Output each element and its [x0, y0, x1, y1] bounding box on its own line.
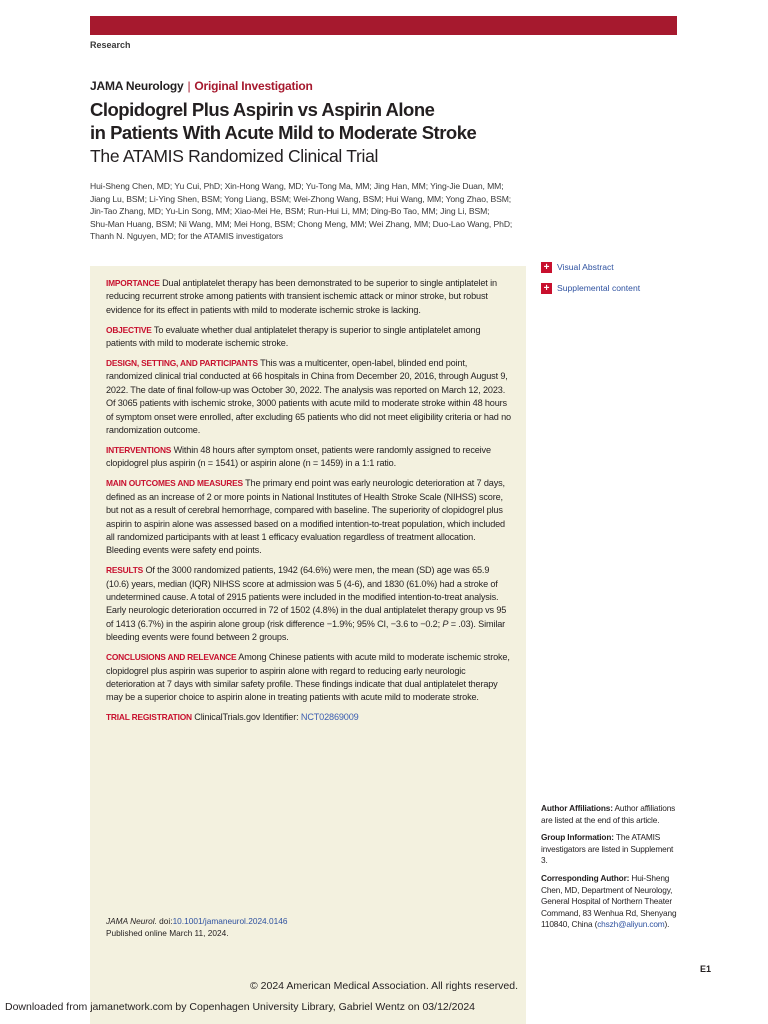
abstract-heading: TRIAL REGISTRATION: [106, 712, 192, 723]
abstract-heading: CONCLUSIONS AND RELEVANCE: [106, 652, 237, 663]
abstract-text: The primary end point was early neurologic deterioration at 7 days, defined as an increase of 2 or more points in National Institutes of Health Stroke Scale (NIHSS) score, but not as a result of cerebral hemorrhage, compared with baseline. The superiority of clopidogrel plus aspirin to aspirin alone was assessed based on a modified intention-to-treat population, which included all randomized participants with at least 1 efficacy evaluation regardless of treatment allocation. Bleeding events were safety end points.: [106, 478, 505, 556]
abstract-heading: INTERVENTIONS: [106, 444, 172, 455]
group-information: [541, 832, 681, 867]
abstract-importance: [106, 277, 512, 317]
abstract-design: [106, 357, 512, 437]
author-line: Thanh N. Nguyen, MD; for the ATAMIS investigators: [90, 231, 283, 242]
abstract-heading: MAIN OUTCOMES AND MEASURES: [106, 478, 243, 489]
info-text: Hui-Sheng Chen, MD, Department of Neurology, General Hospital of Northern Theater Command, 83 Wenhua Rd, Shenyang 110840, China (: [541, 872, 677, 930]
copyright-notice: © 2024 American Medical Association. All rights reserved.: [250, 980, 519, 992]
abstract-results: [106, 564, 512, 644]
journal-separator: |: [187, 79, 191, 93]
abstract-content: [106, 277, 512, 731]
sidebar-info: [541, 803, 681, 937]
title-line-2: in Patients With Acute Mild to Moderate Stroke: [90, 122, 477, 143]
visual-abstract-link[interactable]: [541, 260, 691, 273]
abstract-text: = .03). Similar bleeding events were found between 2 groups.: [106, 618, 506, 643]
abstract-outcomes: [106, 477, 512, 557]
doi-prefix: doi:: [156, 916, 173, 926]
article-type: Original Investigation: [194, 79, 313, 93]
author-line: Jiang Lu, BSM; Li-Ying Shen, BSM; Yong Liang, BSM; Wei-Zhong Wang, BSM; Hui Wang, MM; Yong Zhao, BSM;: [90, 193, 512, 204]
article-title: [90, 98, 530, 144]
journal-name: JAMA Neurology: [90, 79, 184, 93]
author-affiliations: [541, 803, 681, 826]
link-label: Supplemental content: [557, 282, 641, 293]
author-line: Shu-Man Huang, BSM; Ni Wang, MM; Mei Hong, BSM; Chong Meng, MM; Wei Zhang, MM; Duo-Lao Wang, PhD;: [90, 218, 513, 229]
download-note: Downloaded from jamanetwork.com by Copenhagen University Library, Gabriel Wentz on 03/12/2024: [5, 1001, 476, 1013]
author-list: [90, 180, 520, 243]
email-link[interactable]: chszh@aliyun.com: [597, 919, 665, 930]
title-line-1: Clopidogrel Plus Aspirin vs Aspirin Alone: [90, 99, 435, 120]
article-subtitle: The ATAMIS Randomized Clinical Trial: [90, 146, 379, 166]
abstract-text: Within 48 hours after symptom onset, patients were randomly assigned to receive clopidogrel plus aspirin (n = 1541) or aspirin alone (n = 1459) in a 1:1 ratio.: [106, 444, 491, 469]
info-text: ).: [664, 919, 670, 930]
author-line: Jin-Tao Zhang, MD; Yu-Lin Song, MM; Xiao-Mei He, BSM; Run-Hui Li, MM; Ding-Bo Tao, MM; Jing Li, BSM;: [90, 206, 490, 217]
info-label: Group Information:: [541, 832, 614, 843]
p-value-symbol: P: [442, 618, 449, 629]
author-line: Hui-Sheng Chen, MD; Yu Cui, PhD; Xin-Hong Wang, MD; Yu-Tong Ma, MM; Jing Han, MM; Ying-Jie Duan, MM;: [90, 181, 504, 191]
published-date: Published online March 11, 2024.: [106, 927, 229, 938]
abstract-text: This was a multicenter, open-label, blinded end point, randomized clinical trial conducted at 66 hospitals in China from December 20, 2016, through August 9, 2022. The date of final follow-up was October 30, 2022. The analysis was reported on March 12, 2023. Of 3065 patients with ischemic stroke, 3000 patients with acute mild to moderate stroke within 48 hours of symptom onset were enrolled, after excluding 65 patients who did not meet eligibility criteria or had no randomization outcome.: [106, 358, 511, 436]
citation: [106, 916, 287, 939]
abstract-registration: [106, 711, 512, 724]
abstract-heading: IMPORTANCE: [106, 278, 160, 288]
sidebar-links: [541, 260, 691, 302]
abstract-heading: DESIGN, SETTING, AND PARTICIPANTS: [106, 358, 258, 369]
abstract-text: Of the 3000 randomized patients, 1942 (64.6%) were men, the mean (SD) age was 65.9 (10.6) years, median (IQR) NIHSS score at admission was 5 (4-6), and 1830 (61.0%) had a stroke of undetermined cause. A total of 2915 patients were included in the modified intention-to-treat analysis. Early neurologic deterioration occurred in 72 of 1502 (4.8%) in the dual antiplatelet therapy group vs 95 of 1413 (6.7%) in the aspirin alone group (risk difference −1.9%; 95% CI, −3.6 to −0.2;: [106, 565, 507, 629]
doi-link[interactable]: 10.1001/jamaneurol.2024.0146: [172, 916, 288, 926]
info-label: Corresponding Author:: [541, 872, 630, 883]
journal-line: [90, 79, 313, 93]
info-label: Author Affiliations:: [541, 803, 613, 813]
plus-icon: +: [541, 283, 552, 294]
abstract-text: ClinicalTrials.gov Identifier:: [194, 712, 301, 723]
section-label: Research: [90, 40, 131, 50]
abstract-conclusions: [106, 651, 512, 705]
plus-icon: +: [541, 262, 552, 273]
link-label: Visual Abstract: [557, 261, 614, 272]
supplemental-content-link[interactable]: [541, 281, 691, 294]
corresponding-author: [541, 873, 681, 931]
abstract-objective: [106, 324, 512, 351]
citation-doi-line: [106, 916, 287, 928]
page-number: E1: [700, 964, 712, 974]
abstract-text: Dual antiplatelet therapy has been demonstrated to be superior to single antiplatelet in reducing recurrent stroke among patients with transient ischemic attack or minor stroke, but robust evidence for its effect in patients with mild to moderate ischemic stroke is lacking.: [106, 278, 497, 315]
abstract-heading: RESULTS: [106, 565, 144, 576]
abstract-text: To evaluate whether dual antiplatelet therapy is superior to single antiplatelet among patients with mild to moderate ischemic stroke.: [106, 324, 481, 349]
header-color-bar: [90, 16, 677, 35]
abstract-text: Among Chinese patients with acute mild to moderate ischemic stroke, clopidogrel plus aspirin was superior to aspirin alone with regard to reducing early neurologic deterioration at 7 days with similar safety profile. These findings indicate that dual antiplatelet therapy may be a superior choice to aspirin alone in treating patients with acute mild to moderate stroke.: [106, 652, 510, 703]
abstract-interventions: [106, 444, 512, 471]
journal-abbrev: JAMA Neurol.: [106, 916, 157, 926]
info-text: The ATAMIS investigators are listed in Supplement 3.: [541, 832, 674, 866]
info-text: Author affiliations are listed at the end of this article.: [541, 803, 676, 825]
trial-id-link[interactable]: NCT02869009: [300, 712, 359, 723]
abstract-heading: OBJECTIVE: [106, 324, 152, 335]
